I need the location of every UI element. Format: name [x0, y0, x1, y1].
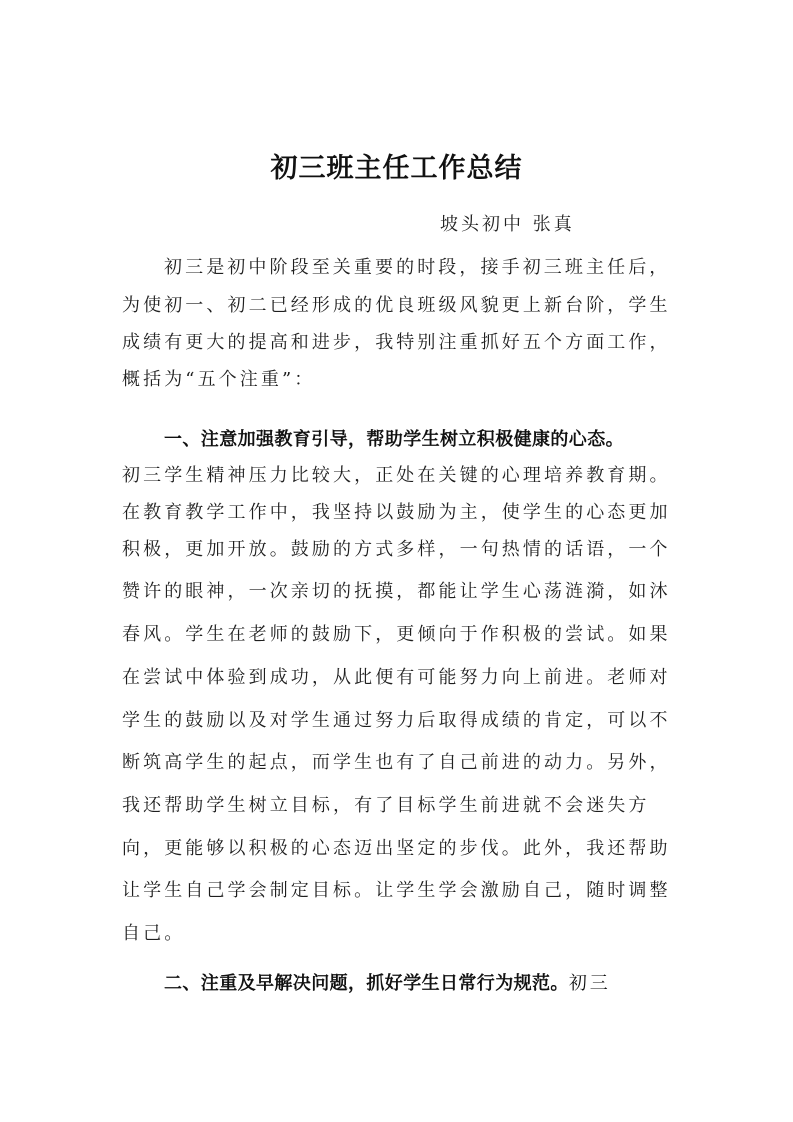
paragraph-line: 学生的鼓励以及对学生通过努力后取得成绩的肯定，可以不 [122, 710, 671, 731]
paragraph-line: 断筑高学生的起点，而学生也有了自己前进的动力。另外， [122, 752, 671, 773]
paragraph-line: 自己。 [122, 923, 186, 944]
paragraph-line: 在教育教学工作中，我坚持以鼓励为主，使学生的心态更加 [122, 502, 671, 523]
paragraph-line: 我还帮助学生树立目标，有了目标学生前进就不会迷失方 [122, 795, 650, 816]
paragraph-line: 为使初一、初二已经形成的优良班级风貌更上新台阶，学生 [122, 295, 671, 316]
document-author: 坡头初中 张真 [440, 214, 575, 235]
paragraph-line: 赞许的眼神，一次亲切的抚摸，都能让学生心荡涟漪，如沐 [122, 581, 671, 602]
paragraph-line: 向，更能够以积极的心态迈出坚定的步伐。此外，我还帮助 [122, 838, 671, 859]
paragraph-line: 让学生自己学会制定目标。让学生学会激励自己，随时调整 [122, 880, 671, 901]
paragraph-line: 春风。学生在老师的鼓励下，更倾向于作积极的尝试。如果 [122, 624, 671, 645]
paragraph-line: 成绩有更大的提高和进步，我特别注重抓好五个方面工作， [122, 332, 671, 353]
paragraph-line: 概括为“五个注重”： [122, 369, 316, 390]
paragraph-continuation: 初三 [568, 973, 611, 994]
paragraph-line: 初三学生精神压力比较大，正处在关键的心理培养教育期。 [122, 465, 671, 486]
paragraph-line: 在尝试中体验到成功，从此便有可能努力向上前进。老师对 [122, 667, 671, 688]
paragraph-line: 初三是初中阶段至关重要的时段，接手初三班主任后， [164, 257, 671, 278]
section-heading-2 [164, 972, 677, 996]
section-heading-2-text: 二、注重及早解决问题，抓好学生日常行为规范。 [164, 973, 569, 994]
section-heading-1: 一、注意加强教育引导，帮助学生树立积极健康的心态。 [164, 429, 624, 450]
document-title: 初三班主任工作总结 [270, 153, 523, 184]
paragraph-line: 积极，更加开放。鼓励的方式多样，一句热情的话语，一个 [122, 539, 671, 560]
